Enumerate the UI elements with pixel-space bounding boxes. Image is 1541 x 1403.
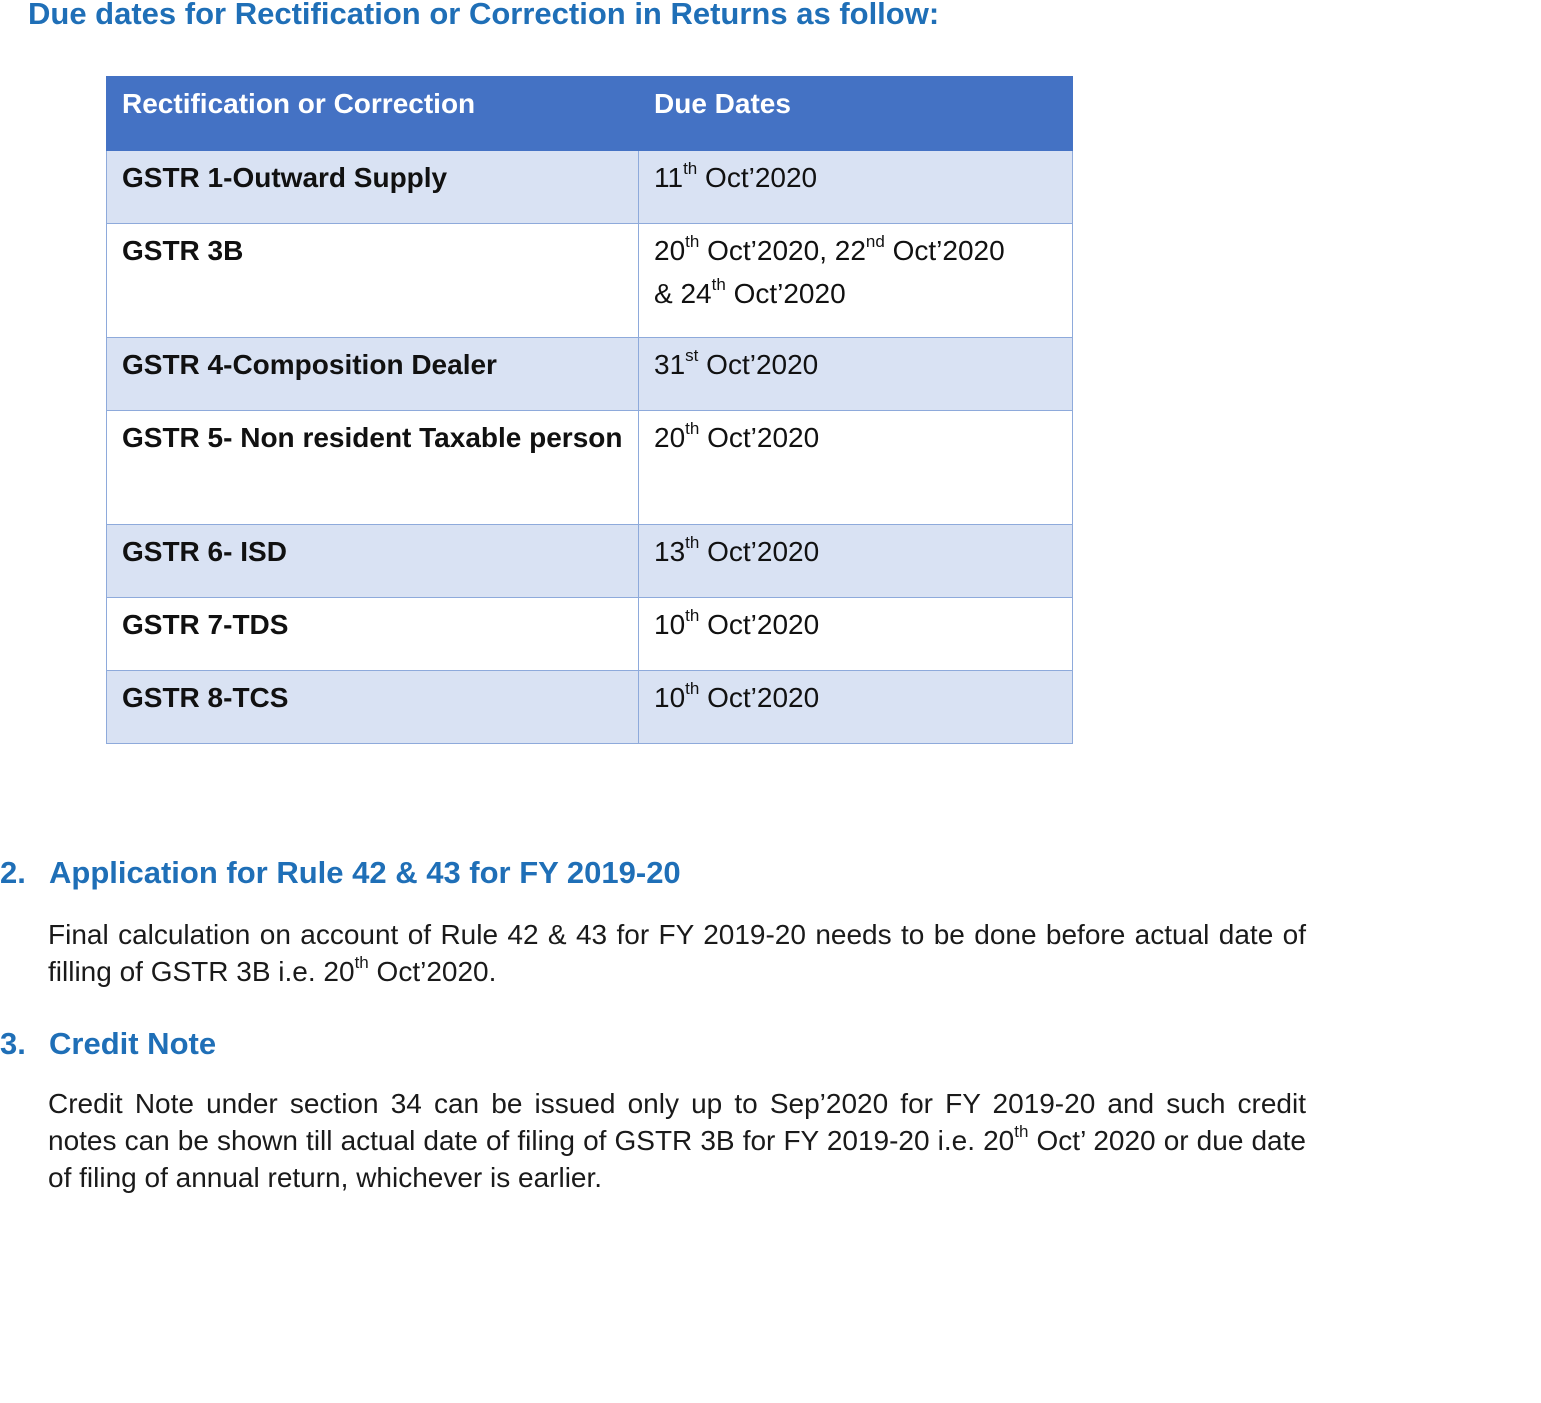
section-number: 2. bbox=[0, 855, 26, 890]
table-header-row bbox=[107, 77, 1073, 151]
return-name-cell: GSTR 6- ISD bbox=[107, 525, 639, 598]
due-date-cell: 31st Oct’2020 bbox=[639, 338, 1073, 411]
due-date-cell: 10th Oct’2020 bbox=[639, 598, 1073, 671]
due-date-cell: 11th Oct’2020 bbox=[639, 151, 1073, 224]
section-body-rule-42-43: Final calculation on account of Rule 42 & 43 for FY 2019-20 needs to be done before actual date of filling of GSTR 3B i.e. 20th Oct’2020. bbox=[48, 919, 1306, 987]
table-row bbox=[107, 338, 1073, 411]
return-name-cell: GSTR 8-TCS bbox=[107, 671, 639, 744]
section-title-credit-note bbox=[0, 1026, 216, 1062]
section-body-credit-note: Credit Note under section 34 can be issued only up to Sep’2020 for FY 2019-20 and such credit notes can be shown till actual date of filing of GSTR 3B for FY 2019-20 i.e. 20th Oct’ 2020 or due date of filing of annual return, whichever is earlier. bbox=[48, 1088, 1306, 1193]
return-name-cell: GSTR 5- Non resident Taxable person bbox=[107, 411, 639, 525]
due-dates-table bbox=[106, 76, 1073, 744]
section-title-rule-42-43 bbox=[0, 855, 681, 891]
return-name-cell: GSTR 4-Composition Dealer bbox=[107, 338, 639, 411]
return-name-cell: GSTR 7-TDS bbox=[107, 598, 639, 671]
due-date-cell: 13th Oct’2020 bbox=[639, 525, 1073, 598]
section-title-text: Credit Note bbox=[49, 1026, 217, 1061]
section-title-text: Application for Rule 42 & 43 for FY 2019-20 bbox=[49, 855, 681, 890]
due-date-cell: 20th Oct’2020 bbox=[639, 411, 1073, 525]
table-row bbox=[107, 598, 1073, 671]
due-date-cell: 20th Oct’2020, 22nd Oct’2020 & 24th Oct’2020 bbox=[639, 224, 1073, 338]
column-header-rectification: Rectification or Correction bbox=[107, 77, 639, 151]
return-name-cell: GSTR 1-Outward Supply bbox=[107, 151, 639, 224]
table-row bbox=[107, 671, 1073, 744]
table-row bbox=[107, 224, 1073, 338]
return-name-cell: GSTR 3B bbox=[107, 224, 639, 338]
table-row bbox=[107, 151, 1073, 224]
table-row bbox=[107, 525, 1073, 598]
table-row bbox=[107, 411, 1073, 525]
due-date-cell: 10th Oct’2020 bbox=[639, 671, 1073, 744]
section-number: 3. bbox=[0, 1026, 26, 1061]
column-header-due-dates: Due Dates bbox=[639, 77, 1073, 151]
page-heading: Due dates for Rectification or Correction in Returns as follow: bbox=[28, 0, 940, 31]
